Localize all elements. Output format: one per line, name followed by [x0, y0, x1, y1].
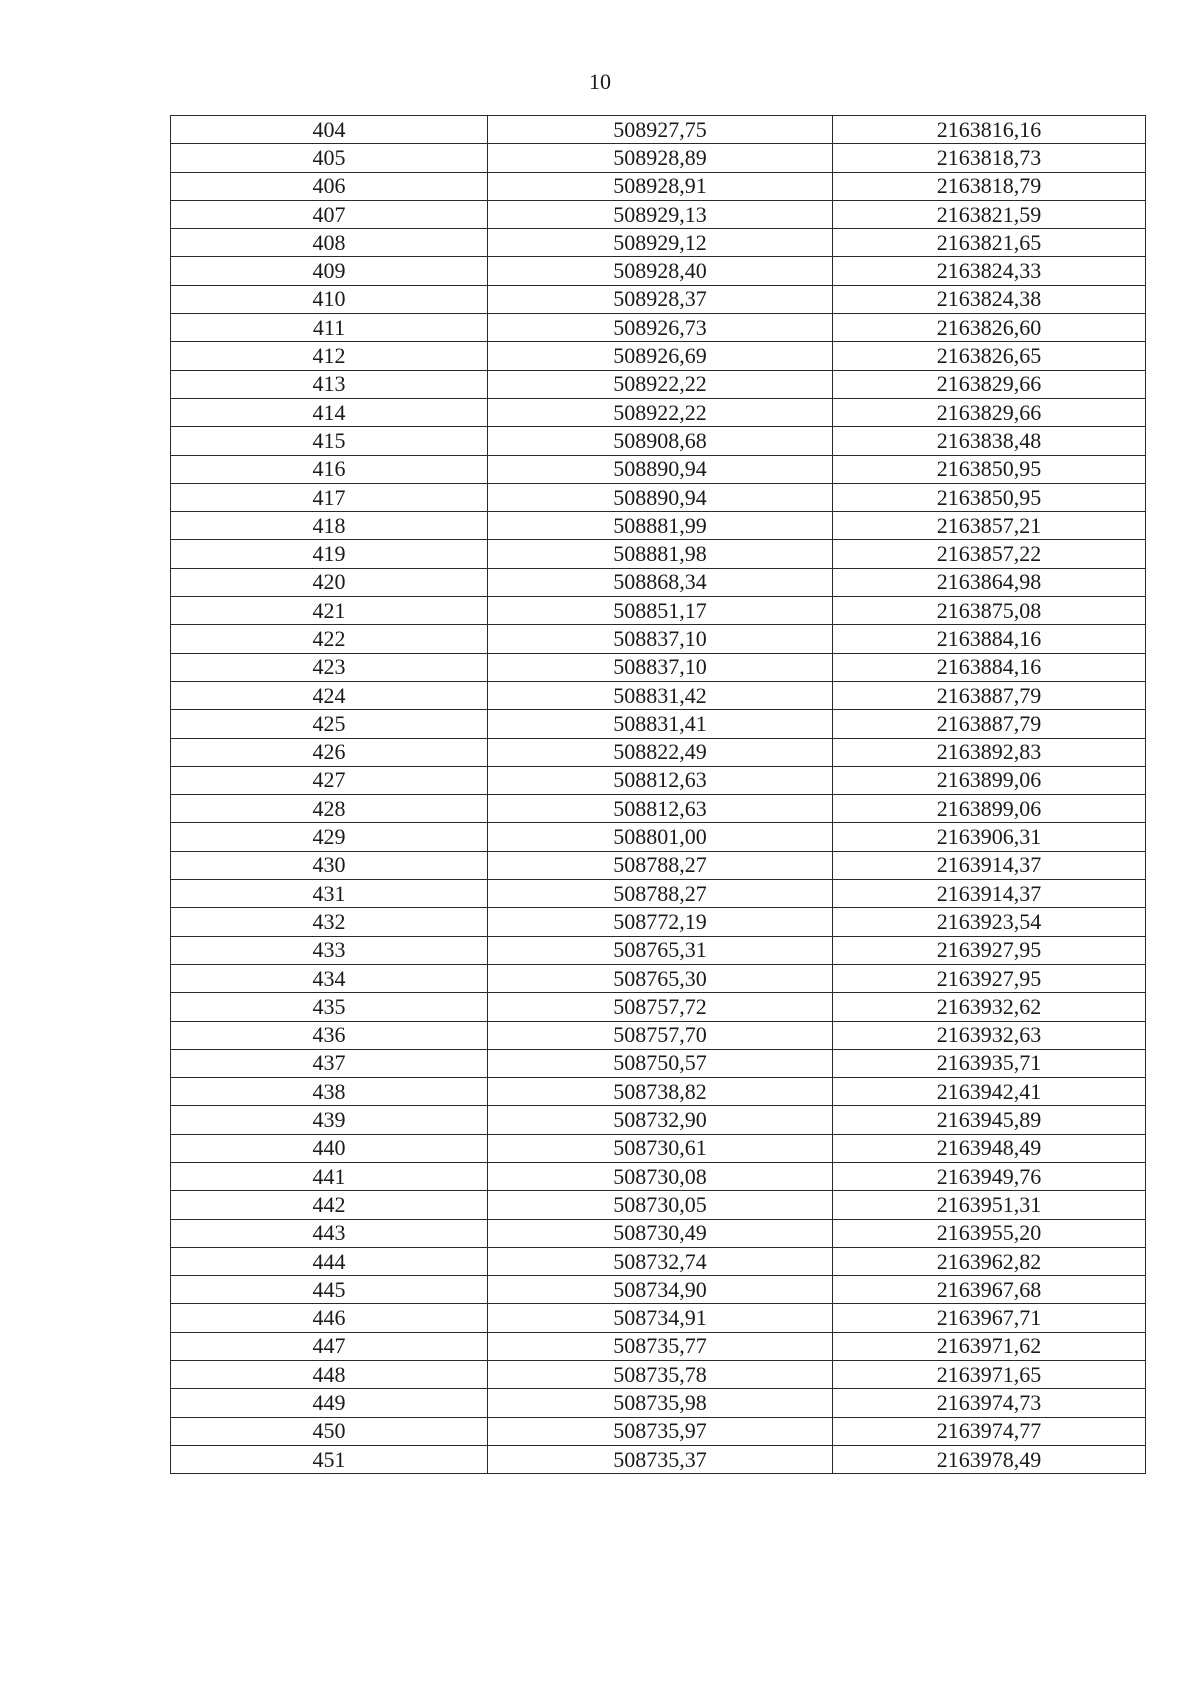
x-coordinate-cell: 508734,91	[488, 1304, 833, 1332]
table-row	[171, 1021, 1146, 1049]
table-row	[171, 908, 1146, 936]
x-coordinate-cell: 508735,77	[488, 1332, 833, 1360]
point-number-cell: 450	[171, 1417, 488, 1445]
table-row	[171, 370, 1146, 398]
x-coordinate-cell: 508735,97	[488, 1417, 833, 1445]
y-coordinate-cell: 2163974,77	[833, 1417, 1146, 1445]
x-coordinate-cell: 508738,82	[488, 1078, 833, 1106]
y-coordinate-cell: 2163899,06	[833, 766, 1146, 794]
point-number-cell: 417	[171, 483, 488, 511]
x-coordinate-cell: 508922,22	[488, 398, 833, 426]
point-number-cell: 423	[171, 653, 488, 681]
x-coordinate-cell: 508890,94	[488, 455, 833, 483]
point-number-cell: 422	[171, 625, 488, 653]
point-number-cell: 408	[171, 229, 488, 257]
point-number-cell: 434	[171, 964, 488, 992]
table-row	[171, 427, 1146, 455]
y-coordinate-cell: 2163864,98	[833, 568, 1146, 596]
x-coordinate-cell: 508822,49	[488, 738, 833, 766]
y-coordinate-cell: 2163824,33	[833, 257, 1146, 285]
y-coordinate-cell: 2163818,73	[833, 144, 1146, 172]
x-coordinate-cell: 508735,37	[488, 1445, 833, 1473]
table-row	[171, 1445, 1146, 1473]
y-coordinate-cell: 2163824,38	[833, 285, 1146, 313]
point-number-cell: 440	[171, 1134, 488, 1162]
x-coordinate-cell: 508812,63	[488, 795, 833, 823]
y-coordinate-cell: 2163887,79	[833, 710, 1146, 738]
y-coordinate-cell: 2163892,83	[833, 738, 1146, 766]
point-number-cell: 421	[171, 597, 488, 625]
point-number-cell: 411	[171, 314, 488, 342]
table-row	[171, 1361, 1146, 1389]
table-row	[171, 200, 1146, 228]
y-coordinate-cell: 2163955,20	[833, 1219, 1146, 1247]
coordinates-table-body	[171, 116, 1146, 1474]
y-coordinate-cell: 2163850,95	[833, 455, 1146, 483]
table-row	[171, 880, 1146, 908]
y-coordinate-cell: 2163906,31	[833, 823, 1146, 851]
x-coordinate-cell: 508868,34	[488, 568, 833, 596]
point-number-cell: 420	[171, 568, 488, 596]
y-coordinate-cell: 2163971,62	[833, 1332, 1146, 1360]
table-row	[171, 285, 1146, 313]
x-coordinate-cell: 508837,10	[488, 625, 833, 653]
y-coordinate-cell: 2163818,79	[833, 172, 1146, 200]
x-coordinate-cell: 508757,72	[488, 993, 833, 1021]
table-row	[171, 172, 1146, 200]
table-row	[171, 1247, 1146, 1275]
table-row	[171, 540, 1146, 568]
point-number-cell: 438	[171, 1078, 488, 1106]
table-row	[171, 625, 1146, 653]
y-coordinate-cell: 2163899,06	[833, 795, 1146, 823]
point-number-cell: 429	[171, 823, 488, 851]
y-coordinate-cell: 2163962,82	[833, 1247, 1146, 1275]
point-number-cell: 418	[171, 512, 488, 540]
point-number-cell: 449	[171, 1389, 488, 1417]
point-number-cell: 439	[171, 1106, 488, 1134]
x-coordinate-cell: 508929,12	[488, 229, 833, 257]
point-number-cell: 407	[171, 200, 488, 228]
y-coordinate-cell: 2163857,21	[833, 512, 1146, 540]
table-row	[171, 993, 1146, 1021]
table-row	[171, 1049, 1146, 1077]
table-row	[171, 738, 1146, 766]
table-row	[171, 455, 1146, 483]
point-number-cell: 442	[171, 1191, 488, 1219]
point-number-cell: 425	[171, 710, 488, 738]
table-row	[171, 1162, 1146, 1190]
table-row	[171, 597, 1146, 625]
y-coordinate-cell: 2163884,16	[833, 653, 1146, 681]
table-row	[171, 342, 1146, 370]
y-coordinate-cell: 2163884,16	[833, 625, 1146, 653]
x-coordinate-cell: 508788,27	[488, 880, 833, 908]
y-coordinate-cell: 2163850,95	[833, 483, 1146, 511]
y-coordinate-cell: 2163875,08	[833, 597, 1146, 625]
table-row	[171, 116, 1146, 144]
y-coordinate-cell: 2163914,37	[833, 880, 1146, 908]
table-row	[171, 1332, 1146, 1360]
table-row	[171, 512, 1146, 540]
point-number-cell: 406	[171, 172, 488, 200]
point-number-cell: 433	[171, 936, 488, 964]
table-row	[171, 795, 1146, 823]
y-coordinate-cell: 2163951,31	[833, 1191, 1146, 1219]
x-coordinate-cell: 508927,75	[488, 116, 833, 144]
table-row	[171, 964, 1146, 992]
x-coordinate-cell: 508881,98	[488, 540, 833, 568]
point-number-cell: 412	[171, 342, 488, 370]
x-coordinate-cell: 508928,89	[488, 144, 833, 172]
y-coordinate-cell: 2163838,48	[833, 427, 1146, 455]
y-coordinate-cell: 2163932,63	[833, 1021, 1146, 1049]
table-row	[171, 1219, 1146, 1247]
coordinates-table	[170, 115, 1146, 1474]
x-coordinate-cell: 508890,94	[488, 483, 833, 511]
point-number-cell: 435	[171, 993, 488, 1021]
table-row	[171, 1276, 1146, 1304]
y-coordinate-cell: 2163932,62	[833, 993, 1146, 1021]
x-coordinate-cell: 508788,27	[488, 851, 833, 879]
x-coordinate-cell: 508732,90	[488, 1106, 833, 1134]
x-coordinate-cell: 508735,78	[488, 1361, 833, 1389]
x-coordinate-cell: 508730,49	[488, 1219, 833, 1247]
point-number-cell: 431	[171, 880, 488, 908]
x-coordinate-cell: 508734,90	[488, 1276, 833, 1304]
x-coordinate-cell: 508765,31	[488, 936, 833, 964]
x-coordinate-cell: 508928,37	[488, 285, 833, 313]
y-coordinate-cell: 2163967,71	[833, 1304, 1146, 1332]
y-coordinate-cell: 2163826,60	[833, 314, 1146, 342]
x-coordinate-cell: 508730,05	[488, 1191, 833, 1219]
y-coordinate-cell: 2163935,71	[833, 1049, 1146, 1077]
point-number-cell: 437	[171, 1049, 488, 1077]
y-coordinate-cell: 2163942,41	[833, 1078, 1146, 1106]
x-coordinate-cell: 508757,70	[488, 1021, 833, 1049]
table-row	[171, 936, 1146, 964]
point-number-cell: 415	[171, 427, 488, 455]
x-coordinate-cell: 508732,74	[488, 1247, 833, 1275]
table-row	[171, 681, 1146, 709]
x-coordinate-cell: 508772,19	[488, 908, 833, 936]
table-row	[171, 823, 1146, 851]
point-number-cell: 441	[171, 1162, 488, 1190]
table-row	[171, 257, 1146, 285]
x-coordinate-cell: 508922,22	[488, 370, 833, 398]
point-number-cell: 413	[171, 370, 488, 398]
table-row	[171, 1134, 1146, 1162]
table-row	[171, 710, 1146, 738]
point-number-cell: 445	[171, 1276, 488, 1304]
point-number-cell: 410	[171, 285, 488, 313]
y-coordinate-cell: 2163967,68	[833, 1276, 1146, 1304]
y-coordinate-cell: 2163887,79	[833, 681, 1146, 709]
x-coordinate-cell: 508831,42	[488, 681, 833, 709]
table-row	[171, 229, 1146, 257]
point-number-cell: 424	[171, 681, 488, 709]
x-coordinate-cell: 508851,17	[488, 597, 833, 625]
point-number-cell: 432	[171, 908, 488, 936]
point-number-cell: 443	[171, 1219, 488, 1247]
point-number-cell: 419	[171, 540, 488, 568]
point-number-cell: 447	[171, 1332, 488, 1360]
point-number-cell: 426	[171, 738, 488, 766]
y-coordinate-cell: 2163971,65	[833, 1361, 1146, 1389]
y-coordinate-cell: 2163821,59	[833, 200, 1146, 228]
x-coordinate-cell: 508735,98	[488, 1389, 833, 1417]
x-coordinate-cell: 508908,68	[488, 427, 833, 455]
page-number: 10	[589, 69, 611, 94]
point-number-cell: 428	[171, 795, 488, 823]
y-coordinate-cell: 2163927,95	[833, 936, 1146, 964]
point-number-cell: 427	[171, 766, 488, 794]
table-row	[171, 766, 1146, 794]
table-row	[171, 653, 1146, 681]
table-row	[171, 851, 1146, 879]
x-coordinate-cell: 508730,61	[488, 1134, 833, 1162]
x-coordinate-cell: 508837,10	[488, 653, 833, 681]
point-number-cell: 414	[171, 398, 488, 426]
y-coordinate-cell: 2163949,76	[833, 1162, 1146, 1190]
x-coordinate-cell: 508928,91	[488, 172, 833, 200]
y-coordinate-cell: 2163974,73	[833, 1389, 1146, 1417]
x-coordinate-cell: 508750,57	[488, 1049, 833, 1077]
y-coordinate-cell: 2163857,22	[833, 540, 1146, 568]
x-coordinate-cell: 508929,13	[488, 200, 833, 228]
table-row	[171, 483, 1146, 511]
table-row	[171, 398, 1146, 426]
x-coordinate-cell: 508812,63	[488, 766, 833, 794]
table-row	[171, 1078, 1146, 1106]
x-coordinate-cell: 508881,99	[488, 512, 833, 540]
x-coordinate-cell: 508801,00	[488, 823, 833, 851]
table-row	[171, 1389, 1146, 1417]
x-coordinate-cell: 508926,69	[488, 342, 833, 370]
table-row	[171, 144, 1146, 172]
point-number-cell: 404	[171, 116, 488, 144]
y-coordinate-cell: 2163978,49	[833, 1445, 1146, 1473]
point-number-cell: 430	[171, 851, 488, 879]
point-number-cell: 409	[171, 257, 488, 285]
point-number-cell: 436	[171, 1021, 488, 1049]
point-number-cell: 444	[171, 1247, 488, 1275]
table-row	[171, 314, 1146, 342]
y-coordinate-cell: 2163948,49	[833, 1134, 1146, 1162]
point-number-cell: 416	[171, 455, 488, 483]
x-coordinate-cell: 508765,30	[488, 964, 833, 992]
point-number-cell: 446	[171, 1304, 488, 1332]
table-row	[171, 568, 1146, 596]
y-coordinate-cell: 2163945,89	[833, 1106, 1146, 1134]
table-row	[171, 1304, 1146, 1332]
x-coordinate-cell: 508926,73	[488, 314, 833, 342]
x-coordinate-cell: 508831,41	[488, 710, 833, 738]
y-coordinate-cell: 2163829,66	[833, 370, 1146, 398]
y-coordinate-cell: 2163914,37	[833, 851, 1146, 879]
y-coordinate-cell: 2163923,54	[833, 908, 1146, 936]
point-number-cell: 451	[171, 1445, 488, 1473]
y-coordinate-cell: 2163826,65	[833, 342, 1146, 370]
y-coordinate-cell: 2163927,95	[833, 964, 1146, 992]
x-coordinate-cell: 508928,40	[488, 257, 833, 285]
y-coordinate-cell: 2163816,16	[833, 116, 1146, 144]
table-row	[171, 1417, 1146, 1445]
y-coordinate-cell: 2163821,65	[833, 229, 1146, 257]
point-number-cell: 405	[171, 144, 488, 172]
y-coordinate-cell: 2163829,66	[833, 398, 1146, 426]
x-coordinate-cell: 508730,08	[488, 1162, 833, 1190]
point-number-cell: 448	[171, 1361, 488, 1389]
table-row	[171, 1191, 1146, 1219]
table-row	[171, 1106, 1146, 1134]
